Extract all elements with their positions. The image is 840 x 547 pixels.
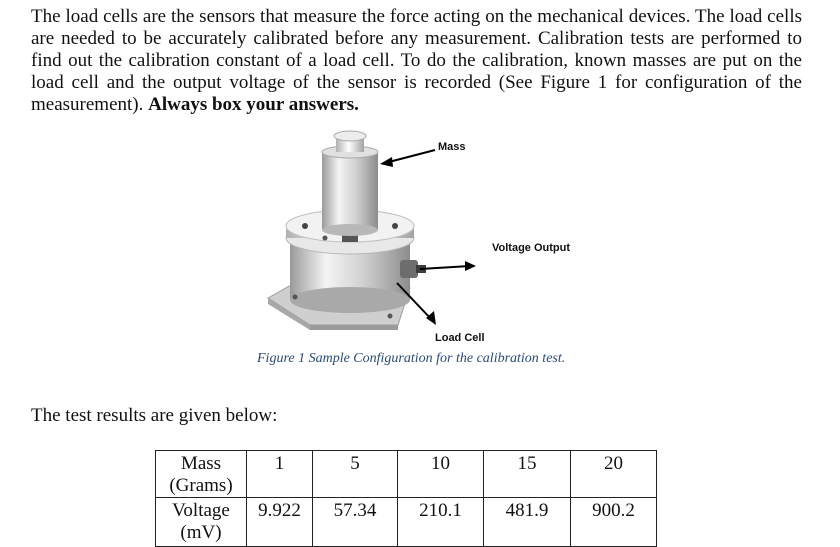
table-cell: 1 bbox=[247, 451, 313, 498]
test-results-table bbox=[155, 450, 657, 547]
row-header bbox=[156, 451, 247, 498]
table-cell: 900.2 bbox=[571, 498, 657, 547]
table-cell: 210.1 bbox=[398, 498, 484, 547]
row-header-line: Voltage bbox=[172, 500, 230, 521]
table-cell: 57.34 bbox=[313, 498, 398, 547]
row-header bbox=[156, 498, 247, 547]
load-cell-illustration bbox=[250, 120, 590, 350]
table-cell: 5 bbox=[313, 451, 398, 498]
table-cell: 10 bbox=[398, 451, 484, 498]
row-header-line: Mass bbox=[180, 453, 222, 474]
emphasis-text: Always box your answers. bbox=[148, 94, 359, 115]
table-cell: 481.9 bbox=[484, 498, 571, 547]
figure-caption: Figure 1 Sample Configuration for the calibration test. bbox=[257, 351, 566, 366]
table-cell: 9.922 bbox=[247, 498, 313, 547]
problem-text: The load cells are the sensors that measure the force acting on the mechanical devices. The load cells are needed to be accurately calibrated before any measurement. Calibration tests are performed to find out the calibration constant of a load cell. To do the calibration, known masses are put on the load cell and the output voltage of the sensor is recorded (See Figure 1 for configuration of the measurement). bbox=[31, 6, 802, 115]
row-header-line: (Grams) bbox=[169, 475, 233, 496]
row-header-line: (mV) bbox=[180, 522, 222, 543]
load-cell-label: Load Cell bbox=[435, 332, 485, 344]
table-cell: 15 bbox=[484, 451, 571, 498]
voltage-output-label: Voltage Output bbox=[492, 242, 571, 254]
load-cell-figure bbox=[250, 120, 590, 350]
table-cell: 20 bbox=[571, 451, 657, 498]
mass-label: Mass bbox=[438, 141, 466, 153]
table-row bbox=[156, 498, 657, 547]
results-intro: The test results are given below: bbox=[31, 405, 278, 426]
problem-statement bbox=[31, 6, 802, 116]
table-row bbox=[156, 451, 657, 498]
